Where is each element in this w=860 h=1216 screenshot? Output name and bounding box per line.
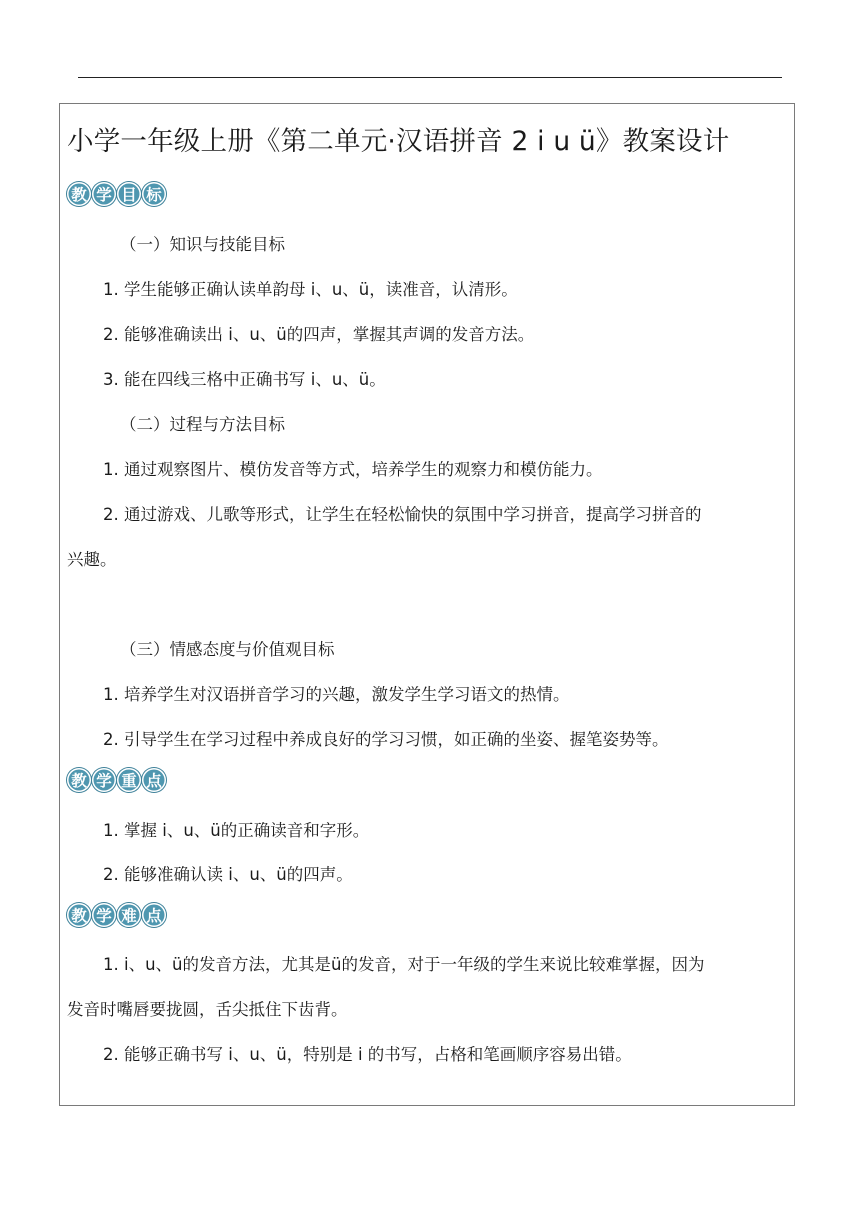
- heading-badge: 重: [117, 768, 141, 792]
- process-label: （二）过程与方法目标: [120, 415, 285, 434]
- objectives-heading: [67, 182, 166, 206]
- heading-badge: 学: [92, 182, 116, 206]
- heading-badge: 难: [117, 903, 141, 927]
- emotion-item-1: 1. 培养学生对汉语拼音学习的兴趣，激发学生学习语文的热情。: [103, 685, 570, 704]
- heading-badge: 目: [117, 182, 141, 206]
- document-title: 小学一年级上册《第二单元·汉语拼音 2 i u ü》教案设计: [67, 126, 730, 157]
- knowledge-item-1: 1. 学生能够正确认读单韵母 i、u、ü，读准音，认清形。: [103, 280, 518, 299]
- key-point-item-1: 1. 掌握 i、u、ü的正确读音和字形。: [103, 821, 370, 840]
- knowledge-label: （一）知识与技能目标: [120, 235, 285, 254]
- header-rule: [78, 77, 782, 78]
- process-item-2-continued: 兴趣。: [67, 550, 117, 569]
- difficulty-item-1-continued: 发音时嘴唇要拢圆，舌尖抵住下齿背。: [67, 1000, 348, 1019]
- process-item-1: 1. 通过观察图片、模仿发音等方式，培养学生的观察力和模仿能力。: [103, 460, 603, 479]
- heading-badge: 点: [142, 903, 166, 927]
- key-point-item-2: 2. 能够准确认读 i、u、ü的四声。: [103, 865, 353, 884]
- process-item-2: 2. 通过游戏、儿歌等形式，让学生在轻松愉快的氛围中学习拼音，提高学习拼音的: [103, 505, 702, 524]
- heading-badge: 教: [67, 768, 91, 792]
- heading-badge: 学: [92, 768, 116, 792]
- heading-badge: 点: [142, 768, 166, 792]
- heading-badge: 教: [67, 903, 91, 927]
- heading-badge: 学: [92, 903, 116, 927]
- key-points-heading: [67, 768, 166, 792]
- difficulties-heading: [67, 903, 166, 927]
- knowledge-item-3: 3. 能在四线三格中正确书写 i、u、ü。: [103, 370, 386, 389]
- heading-badge: 标: [142, 182, 166, 206]
- difficulty-item-2: 2. 能够正确书写 i、u、ü，特别是 i 的书写，占格和笔画顺序容易出错。: [103, 1045, 632, 1064]
- heading-badge: 教: [67, 182, 91, 206]
- knowledge-item-2: 2. 能够准确读出 i、u、ü的四声，掌握其声调的发音方法。: [103, 325, 535, 344]
- difficulty-item-1: 1. i、u、ü的发音方法，尤其是ü的发音，对于一年级的学生来说比较难掌握，因为: [103, 955, 705, 974]
- emotion-item-2: 2. 引导学生在学习过程中养成良好的学习习惯，如正确的坐姿、握笔姿势等。: [103, 730, 669, 749]
- emotion-label: （三）情感态度与价值观目标: [120, 640, 335, 659]
